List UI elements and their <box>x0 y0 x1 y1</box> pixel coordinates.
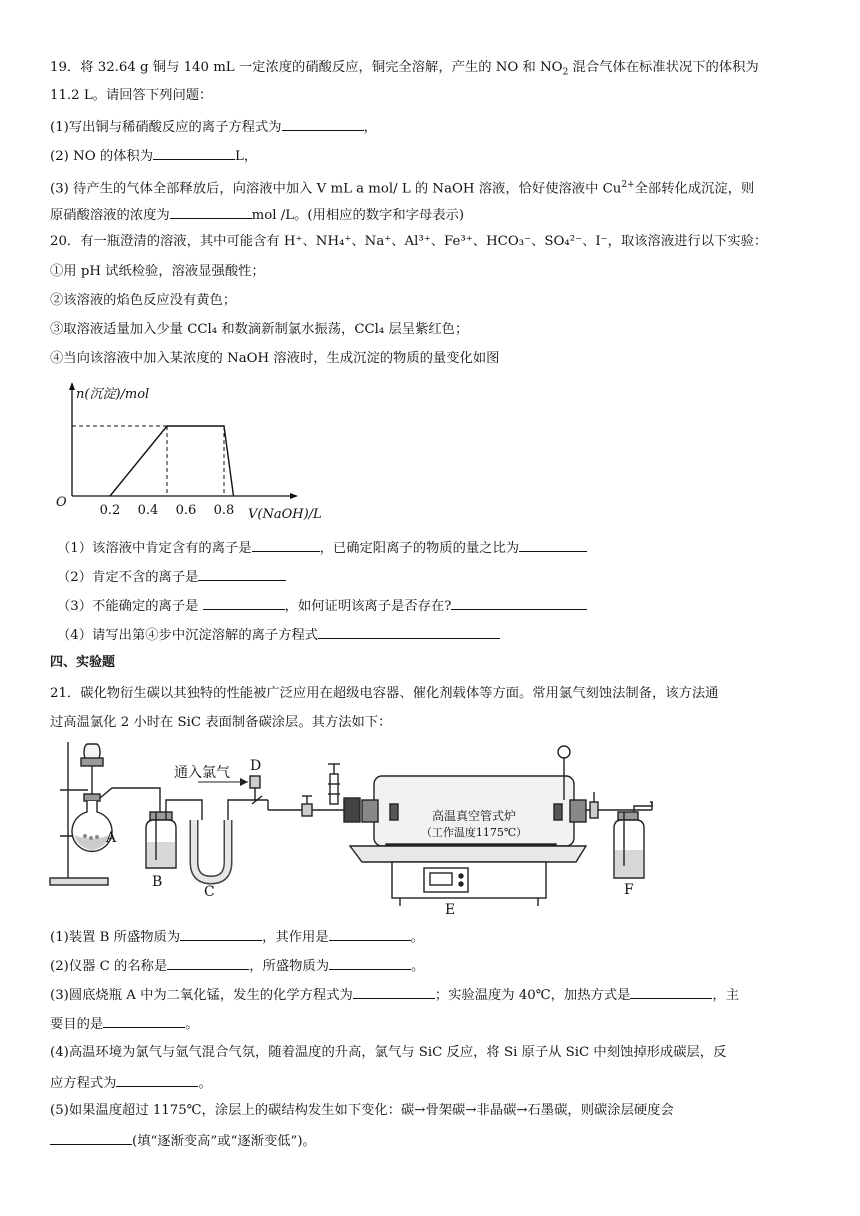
q20-stem: 20．有一瓶澄清的溶液，其中可能含有 H⁺、NH₄⁺、Na⁺、Al³⁺、Fe³⁺、HCO₃⁻、SO₄²⁻、I⁻，取该溶液进行以下实验： <box>50 234 768 249</box>
q21-part2 <box>50 955 424 977</box>
q19-p1-end: ， <box>363 120 377 135</box>
answer-blank[interactable] <box>198 566 286 581</box>
q20-answer3 <box>57 595 587 617</box>
x-tick-label: 0.8 <box>213 503 235 518</box>
q19-p2-end: L， <box>235 149 258 164</box>
inlet-pipe <box>268 764 360 822</box>
label-f: F <box>624 882 634 898</box>
q19-p2-text: (2) NO 的体积为 <box>50 149 154 164</box>
q21-p3-mid: ；实验温度为 40℃，加热方式是 <box>434 988 631 1003</box>
q21-stem-line2: 过高温氯化 2 小时在 SiC 表面制备碳涂层。其方法如下： <box>50 715 392 730</box>
q20-a1-text: （1）该溶液中肯定含有的离子是 <box>57 541 252 556</box>
q20-step1: ①用 pH 试纸检验，溶液显强酸性； <box>50 264 265 279</box>
q21-part1 <box>50 926 424 948</box>
q19-p3-b: 全部转化成沉淀，则 <box>634 181 755 197</box>
q21-part4-line1: (4)高温环境为氯气与氩气混合气氛，随着温度的升高，氯气与 SiC 反应，将 Si 原子从 SiC 中刻蚀掉形成碳层，反 <box>50 1045 727 1060</box>
x-tick-label: 0.2 <box>99 503 121 518</box>
q21-p3-mid2: ，主 <box>712 988 740 1003</box>
q19-p3-end: mol /L。(用相应的数字和字母表示) <box>251 208 465 223</box>
q21-p4-end: 。 <box>198 1076 212 1091</box>
bottle-f <box>614 802 652 878</box>
q19-p1-text: (1)写出铜与稀硝酸反应的离子方程式为 <box>50 120 282 135</box>
furnace-label-1: 高温真空管式炉 <box>431 809 517 823</box>
answer-blank[interactable] <box>329 955 411 970</box>
furnace-label-2: （工作温度1175℃） <box>420 826 528 839</box>
answer-blank[interactable] <box>282 116 364 131</box>
q19-stem-line1 <box>50 58 759 83</box>
q21-part5-line1: (5)如果温度超过 1175℃，涂层上的碳结构发生如下变化：碳→骨架碳→非晶碳→石墨碳，则碳涂层硬度会 <box>50 1103 674 1118</box>
q20-step2: ②该溶液的焰色反应没有黄色； <box>50 293 237 308</box>
answer-blank[interactable] <box>180 926 262 941</box>
answer-blank[interactable] <box>203 595 285 610</box>
q19-part3-line1 <box>50 175 754 199</box>
q20-answer2 <box>57 566 286 588</box>
q20-a3-text: （3）不能确定的离子是 <box>57 599 203 614</box>
q20-a2-text: （2）肯定不含的离子是 <box>57 570 199 585</box>
answer-blank[interactable] <box>153 145 235 160</box>
label-e: E <box>445 902 456 918</box>
origin-label: O <box>56 495 67 510</box>
q19-p3-c: 原硝酸溶液的浓度为 <box>50 208 170 223</box>
answer-blank[interactable] <box>353 984 435 999</box>
y-axis-label: n(沉淀)/mol <box>76 387 150 402</box>
q21-p5-end: (填“逐渐变高”或“逐渐变低”)。 <box>132 1134 316 1149</box>
q21-p2-end: 。 <box>411 959 425 974</box>
precipitate-line <box>110 426 234 496</box>
answer-blank[interactable] <box>50 1130 132 1145</box>
precipitate-chart <box>50 378 350 528</box>
q20-a1-mid: ，已确定阳离子的物质的量之比为 <box>319 541 520 556</box>
q21-stem-line1: 21．碳化物衍生碳以其独特的性能被广泛应用在超级电容器、催化剂载体等方面。常用氯气刻蚀法制备，该方法通 <box>50 686 719 701</box>
q21-part4-line2 <box>50 1072 212 1094</box>
q21-p2-mid: ，所盛物质为 <box>249 959 330 974</box>
x-tick-label: 0.4 <box>137 503 159 518</box>
x-tick-label: 0.6 <box>175 503 197 518</box>
q19-p3-sup: 2+ <box>621 180 635 190</box>
section-heading: 四、实验题 <box>50 655 116 670</box>
q21-p3-text: (3)圆底烧瓶 A 中为二氧化锰，发生的化学方程式为 <box>50 988 353 1003</box>
label-a: A <box>106 830 117 846</box>
q21-p1-text: (1)装置 B 所盛物质为 <box>50 930 181 945</box>
answer-blank[interactable] <box>519 537 587 552</box>
q20-step3: ③取溶液适量加入少量 CCl₄ 和数滴新制氯水振荡，CCl₄ 层呈紫红色； <box>50 322 469 337</box>
answer-blank[interactable] <box>170 204 252 219</box>
q21-p2-text: (2)仪器 C 的名称是 <box>50 959 168 974</box>
q20-a3-mid: ，如何证明该离子是否存在? <box>284 599 452 614</box>
q21-p3-b: 要目的是 <box>50 1017 104 1032</box>
q21-p1-mid: ，其作用是 <box>262 930 329 945</box>
q21-part3-line1 <box>50 984 739 1006</box>
q19-stem-a: 19．将 32.64 g 铜与 140 mL 一定浓度的硝酸反应，铜完全溶解，产生的 NO 和 NO <box>50 60 563 75</box>
x-axis-label: V(NaOH)/L <box>248 507 322 522</box>
q20-step4: ④当向该溶液中加入某浓度的 NaOH 溶液时，生成沉淀的物质的量变化如图 <box>50 351 500 366</box>
q19-part1 <box>50 116 377 138</box>
answer-blank[interactable] <box>167 955 249 970</box>
x-axis-arrow <box>290 493 298 499</box>
label-b: B <box>152 874 163 890</box>
answer-blank[interactable] <box>329 926 411 941</box>
q20-a4-text: （4）请写出第④步中沉淀溶解的离子方程式 <box>57 628 319 643</box>
inlet-label: 通入氯气 <box>174 765 230 781</box>
q19-stem-line2: 11.2 L。请回答下列问题： <box>50 88 213 103</box>
q21-p1-end: 。 <box>410 930 424 945</box>
answer-blank[interactable] <box>116 1072 198 1087</box>
q19-p3-a: (3) 待产生的气体全部释放后，向溶液中加入 V mL a mol/ L 的 NaOH 溶液，恰好使溶液中 Cu <box>50 181 622 197</box>
q21-part5-line2 <box>50 1130 316 1152</box>
answer-blank[interactable] <box>318 624 500 639</box>
y-axis-arrow <box>69 382 75 390</box>
q19-stem-sub: 2 <box>562 67 569 78</box>
q21-p3-end: 。 <box>185 1017 199 1032</box>
u-tube-c <box>194 800 268 880</box>
q19-part2 <box>50 145 257 167</box>
tube-furnace-e <box>350 776 586 906</box>
q21-part3-line2 <box>50 1013 198 1035</box>
answer-blank[interactable] <box>252 537 320 552</box>
answer-blank[interactable] <box>103 1013 185 1028</box>
answer-blank[interactable] <box>451 595 587 610</box>
q20-answer1 <box>57 537 587 559</box>
apparatus-diagram <box>40 740 680 920</box>
q19-stem-b: 混合气体在标准状况下的体积为 <box>568 60 759 75</box>
answer-blank[interactable] <box>630 984 712 999</box>
label-c: C <box>204 884 215 900</box>
q19-part3-line2 <box>50 204 464 226</box>
label-d: D <box>250 758 262 774</box>
q21-p4-b: 应方程式为 <box>50 1076 117 1091</box>
q20-answer4 <box>57 624 500 646</box>
